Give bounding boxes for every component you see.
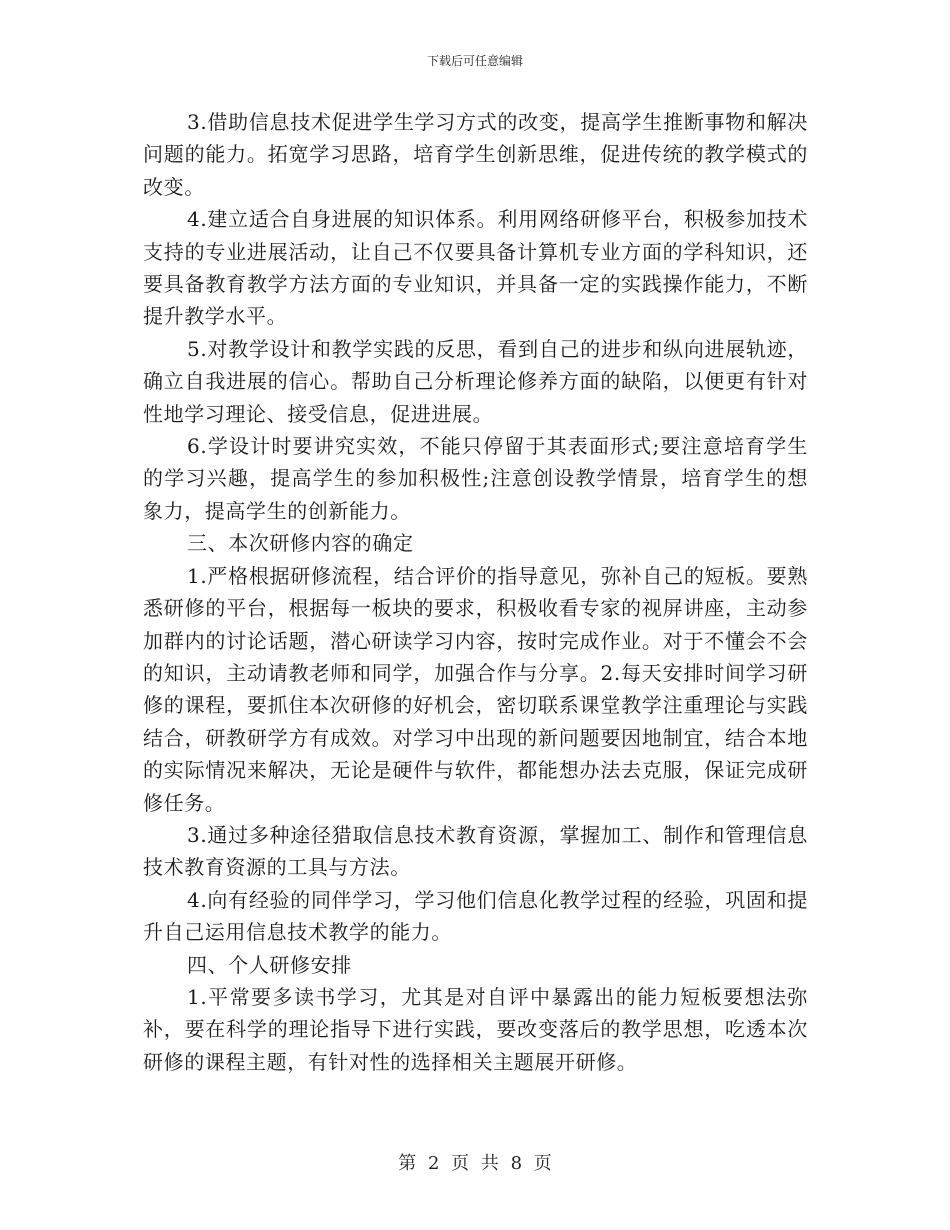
section-heading-3: 三、本次研修内容的确定 <box>187 531 414 556</box>
paragraph-item-5: 5.对教学设计和教学实践的反思，看到自己的进步和纵向进展轨迹，确立自我进展的信心。帮助自己分析理论修养方面的缺陷，以便更有针对性地学习理论、接受信息，促进进展。 <box>143 336 808 426</box>
section-heading-4: 四、个人研修安排 <box>187 952 352 977</box>
paragraph-study-content-3: 3.通过多种途径猎取信息技术教育资源，掌握加工、制作和管理信息技术教育资源的工具与方法。 <box>143 822 808 880</box>
paragraph-item-6: 6.学设计时要讲究实效，不能只停留于其表面形式;要注意培育学生的学习兴趣，提高学生的参加积极性;注意创设教学情景，培育学生的想象力，提高学生的创新能力。 <box>143 434 808 523</box>
page-header: 下载后可任意编辑 <box>426 54 523 68</box>
document-body <box>143 106 808 1078</box>
paragraph-item-4: 4.建立适合自身进展的知识体系。利用网络研修平台，积极参加技术支持的专业进展活动，让自己不仅要具备计算机专业方面的学科知识，还要具备教育教学方法方面的专业知识，并具备一定的实践操作能力，不断提升教学水平。 <box>143 207 808 329</box>
paragraph-item-3: 3.借助信息技术促进学生学习方式的改变，提高学生推断事物和解决问题的能力。拓宽学习思路，培育学生创新思维，促进传统的教学模式的改变。 <box>143 110 808 199</box>
page-number-footer: 第 2 页 共 8 页 <box>398 1153 552 1174</box>
paragraph-study-content-4: 4.向有经验的同伴学习，学习他们信息化教学过程的经验，巩固和提升自己运用信息技术教学的能力。 <box>143 887 808 945</box>
paragraph-arrangement-1: 1.平常要多读书学习，尤其是对自评中暴露出的能力短板要想法弥补，要在科学的理论指导下进行实践，要改变落后的教学思想，吃透本次研修的课程主题，有针对性的选择相关主题展开研修。 <box>143 984 808 1074</box>
paragraph-study-content-1-2: 1.严格根据研修流程，结合评价的指导意见，弥补自己的短板。要熟悉研修的平台，根据每一板块的要求，积极收看专家的视屏讲座，主动参加群内的讨论话题，潜心研读学习内容，按时完成作业。对于不懂会不会的知识，主动请教老师和同学，加强合作与分享。2.每天安排时间学习研修的课程，要抓住本次研修的好机会，密切联系课堂教学注重理论与实践结合，研教研学方有成效。对学习中出现的新问题要因地制宜，结合本地的实际情况来解决，无论是硬件与软件，都能想办法去克服，保证完成研修任务。 <box>143 563 808 815</box>
